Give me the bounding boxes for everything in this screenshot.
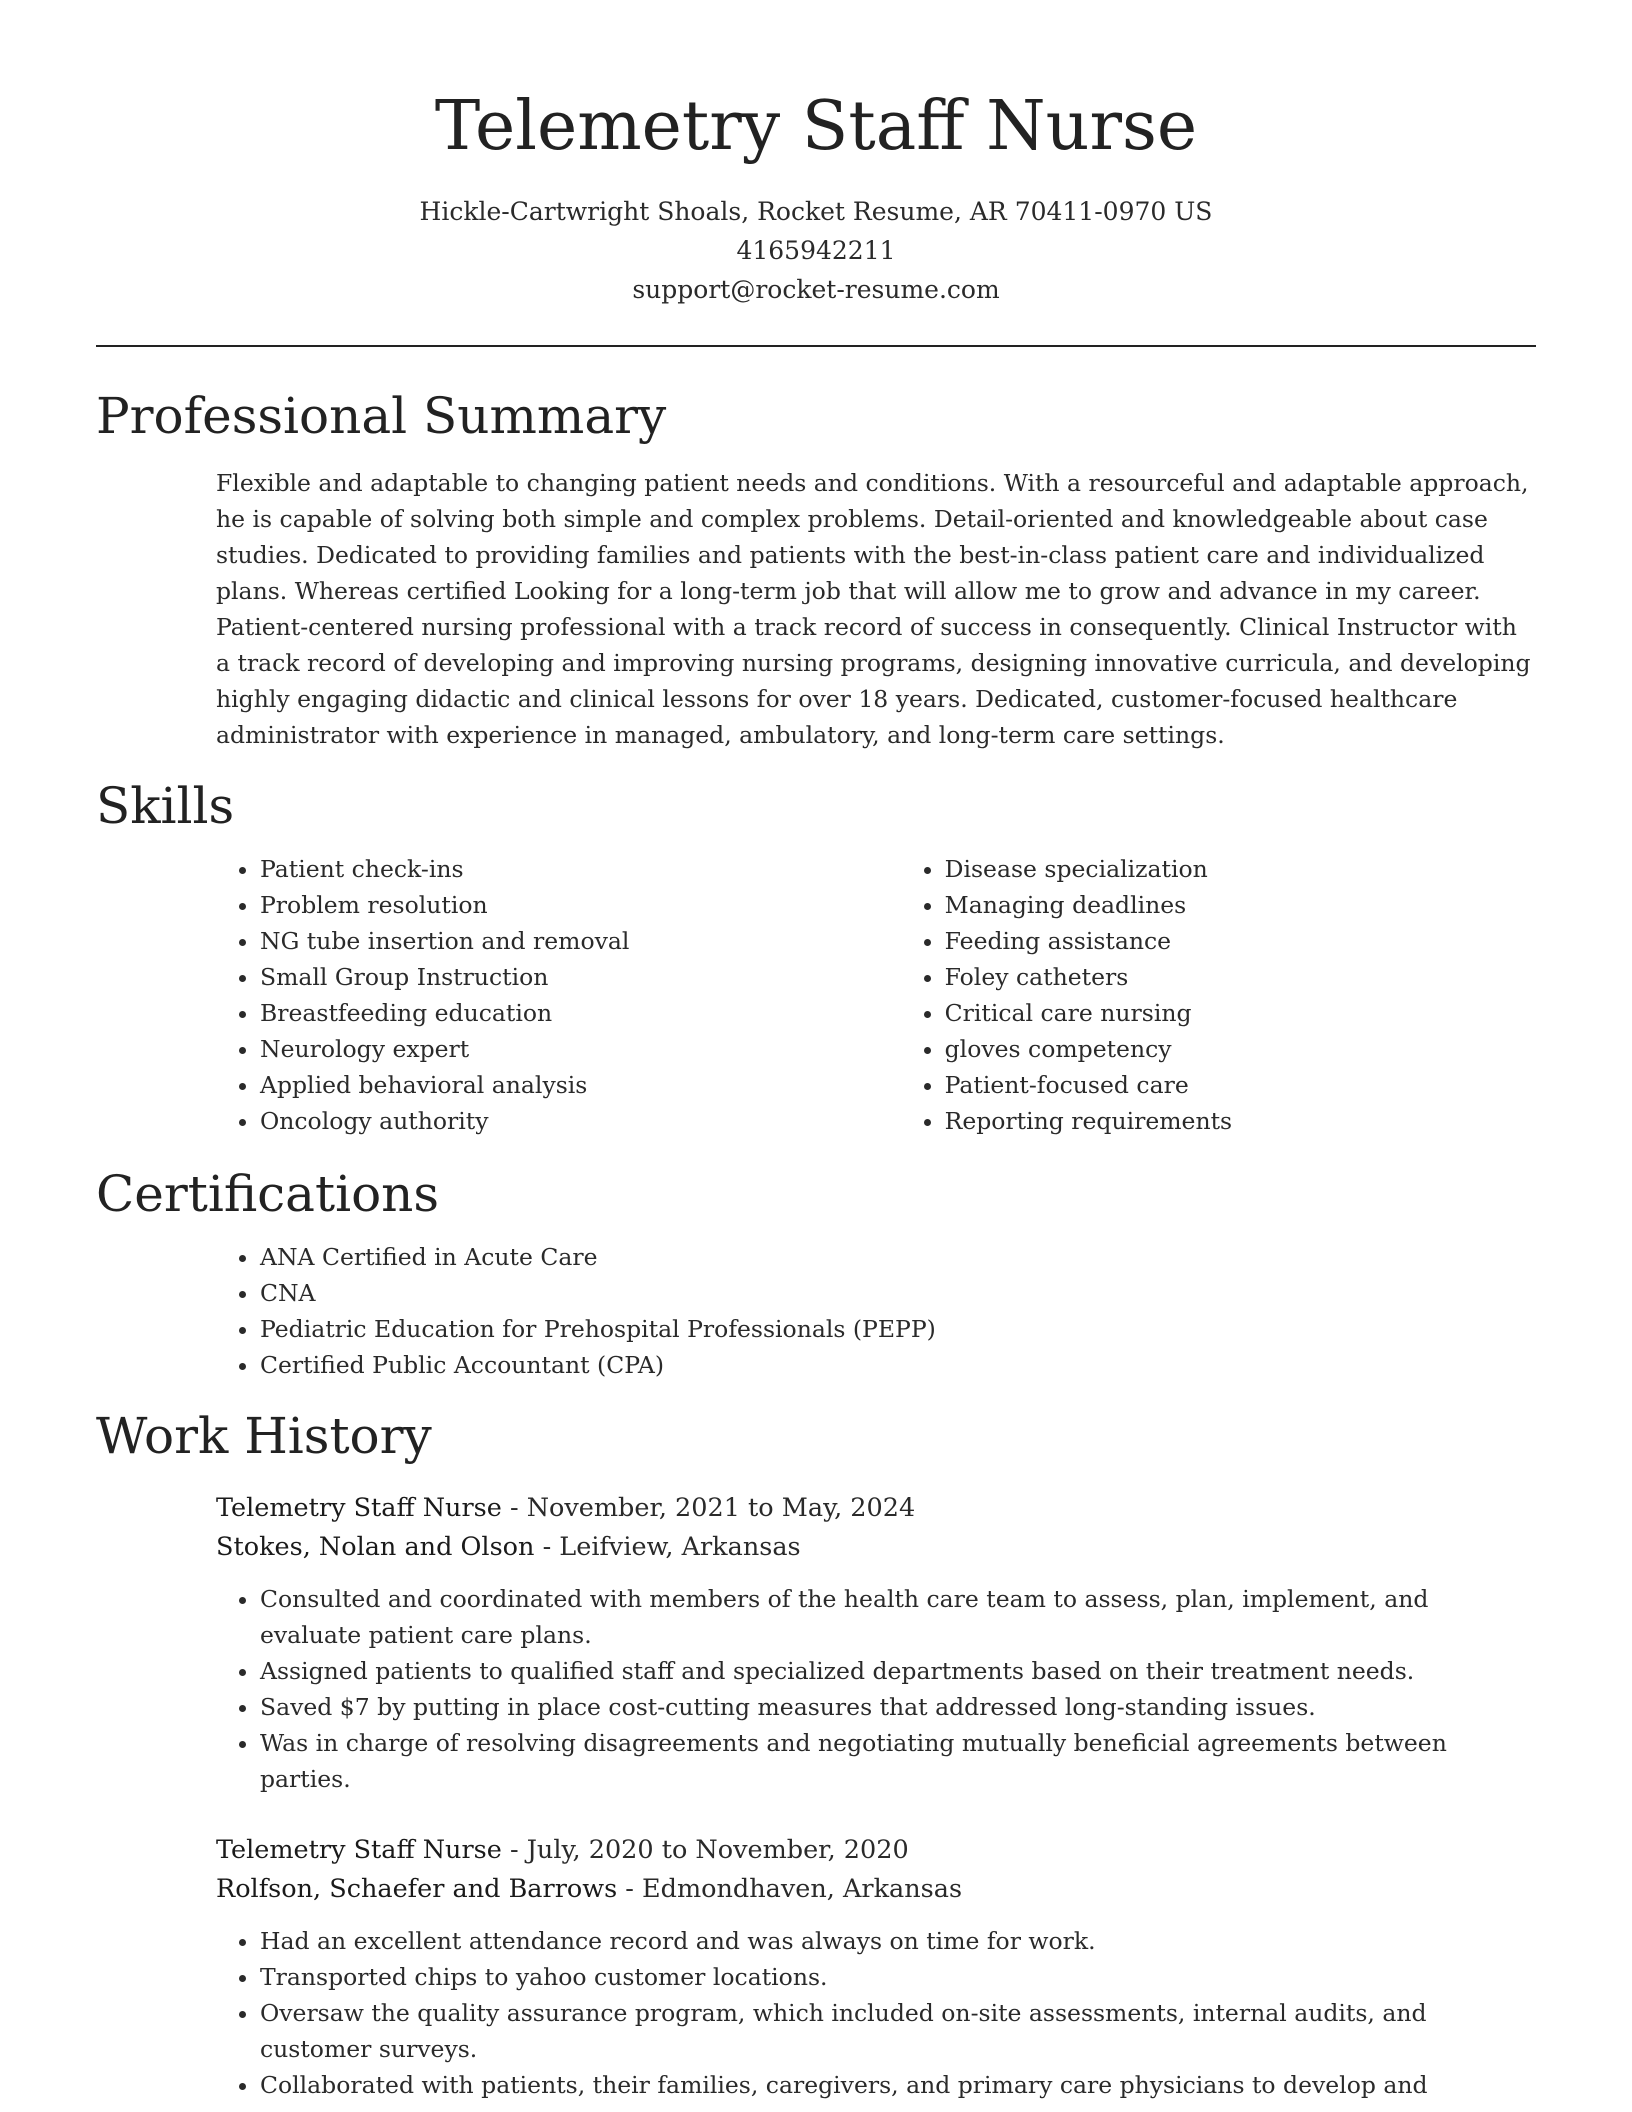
candidate-name: Telemetry Staff Nurse	[434, 87, 1198, 166]
job-duties-list	[216, 1923, 1536, 2103]
job-duty-item: • Assigned patients to qualified staff and specialized departments based on their treatment needs.	[260, 1653, 1536, 1689]
skills-heading: Skills	[96, 777, 235, 835]
job-separator: -	[542, 1532, 560, 1562]
work-history-heading: Work History	[96, 1407, 432, 1465]
skill-item: • Foley catheters	[945, 959, 1536, 995]
skill-item: • Patient-focused care	[945, 1067, 1536, 1103]
skill-item: • Applied behavioral analysis	[260, 1067, 901, 1103]
job-separator: -	[625, 1874, 642, 1904]
skills-column-left	[216, 851, 901, 1139]
job-company-line	[216, 1870, 1536, 1909]
skills-list	[216, 851, 1536, 1139]
skill-item: • Managing deadlines	[945, 887, 1536, 923]
skill-item: • Reporting requirements	[945, 1103, 1536, 1139]
certification-item: • Pediatric Education for Prehospital Professionals (PEPP)	[260, 1311, 1536, 1347]
job-title: Telemetry Staff Nurse	[216, 1835, 502, 1865]
skill-item: • Disease specialization	[945, 851, 1536, 887]
job-location: Edmondhaven, Arkansas	[642, 1874, 963, 1904]
job-entry	[216, 1489, 1536, 1797]
job-entry	[216, 1831, 1536, 2103]
certification-item: • ANA Certified in Acute Care	[260, 1239, 1536, 1275]
job-location: Leifview, Arkansas	[559, 1532, 801, 1562]
job-duty-item: • Had an excellent attendance record and was always on time for work.	[260, 1923, 1536, 1959]
certification-item: • Certified Public Accountant (CPA)	[260, 1347, 1536, 1383]
job-company: Rolfson, Schaefer and Barrows	[216, 1874, 618, 1904]
summary-heading: Professional Summary	[96, 387, 667, 445]
skill-item: • Small Group Instruction	[260, 959, 901, 995]
job-dates: July, 2020 to November, 2020	[526, 1835, 909, 1865]
job-duty-item: • Saved $7 by putting in place cost-cutting measures that addressed long-standing issues.	[260, 1689, 1536, 1725]
job-separator: -	[509, 1835, 527, 1865]
skill-item: • Problem resolution	[260, 887, 901, 923]
skill-item: • Critical care nursing	[945, 995, 1536, 1031]
resume-header	[0, 0, 1632, 309]
skills-column-right	[901, 851, 1536, 1139]
skill-item: • gloves competency	[945, 1031, 1536, 1067]
job-title-line	[216, 1831, 1536, 1870]
job-duty-item: • Was in charge of resolving disagreements and negotiating mutually beneficial agreements between parties.	[260, 1725, 1536, 1797]
summary-text: Flexible and adaptable to changing patient needs and conditions. With a resourceful and adaptable approach, he is capable of solving both simple and complex problems. Detail-oriented and knowledgeable about case studies. Dedicated to providing families and patients with the best-in-class patient care and individualized plans. Whereas certified Looking for a long-term job that will allow me to grow and advance in my career. Patient-centered nursing professional with a track record of success in consequently. Clinical Instructor with a track record of developing and improving nursing programs, designing innovative curricula, and developing highly engaging didactic and clinical lessons for over 18 years. Dedicated, customer-focused healthcare administrator with experience in managed, ambulatory, and long-term care settings.	[216, 469, 1531, 749]
contact-email: support@rocket-resume.com	[632, 275, 1000, 304]
job-title-line	[216, 1489, 1536, 1528]
job-company: Stokes, Nolan and Olson	[216, 1532, 535, 1562]
skill-item: • Feeding assistance	[945, 923, 1536, 959]
job-duty-item: • Collaborated with patients, their families, caregivers, and primary care physicians to develop and	[260, 2067, 1536, 2103]
contact-phone: 4165942211	[736, 236, 896, 265]
skill-item: • NG tube insertion and removal	[260, 923, 901, 959]
header-divider	[96, 345, 1536, 347]
job-title: Telemetry Staff Nurse	[216, 1493, 502, 1523]
skill-item: • Breastfeeding education	[260, 995, 901, 1031]
job-duty-item: • Oversaw the quality assurance program, which included on-site assessments, internal audits, and customer surveys.	[260, 1995, 1536, 2067]
job-duty-item: • Consulted and coordinated with members of the health care team to assess, plan, implement, and evaluate patient care plans.	[260, 1581, 1536, 1653]
skill-item: • Patient check-ins	[260, 851, 901, 887]
skill-item: • Neurology expert	[260, 1031, 901, 1067]
job-duties-list	[216, 1581, 1536, 1797]
job-separator: -	[509, 1493, 527, 1523]
job-duty-item: • Transported chips to yahoo customer locations.	[260, 1959, 1536, 1995]
certification-item: • CNA	[260, 1275, 1536, 1311]
contact-block	[0, 192, 1632, 309]
job-dates: November, 2021 to May, 2024	[526, 1493, 916, 1523]
skill-item: • Oncology authority	[260, 1103, 901, 1139]
certifications-list	[216, 1239, 1536, 1383]
certifications-heading: Certifications	[96, 1165, 440, 1223]
job-company-line	[216, 1528, 1536, 1567]
contact-address: Hickle-Cartwright Shoals, Rocket Resume, AR 70411-0970 US	[419, 197, 1213, 226]
